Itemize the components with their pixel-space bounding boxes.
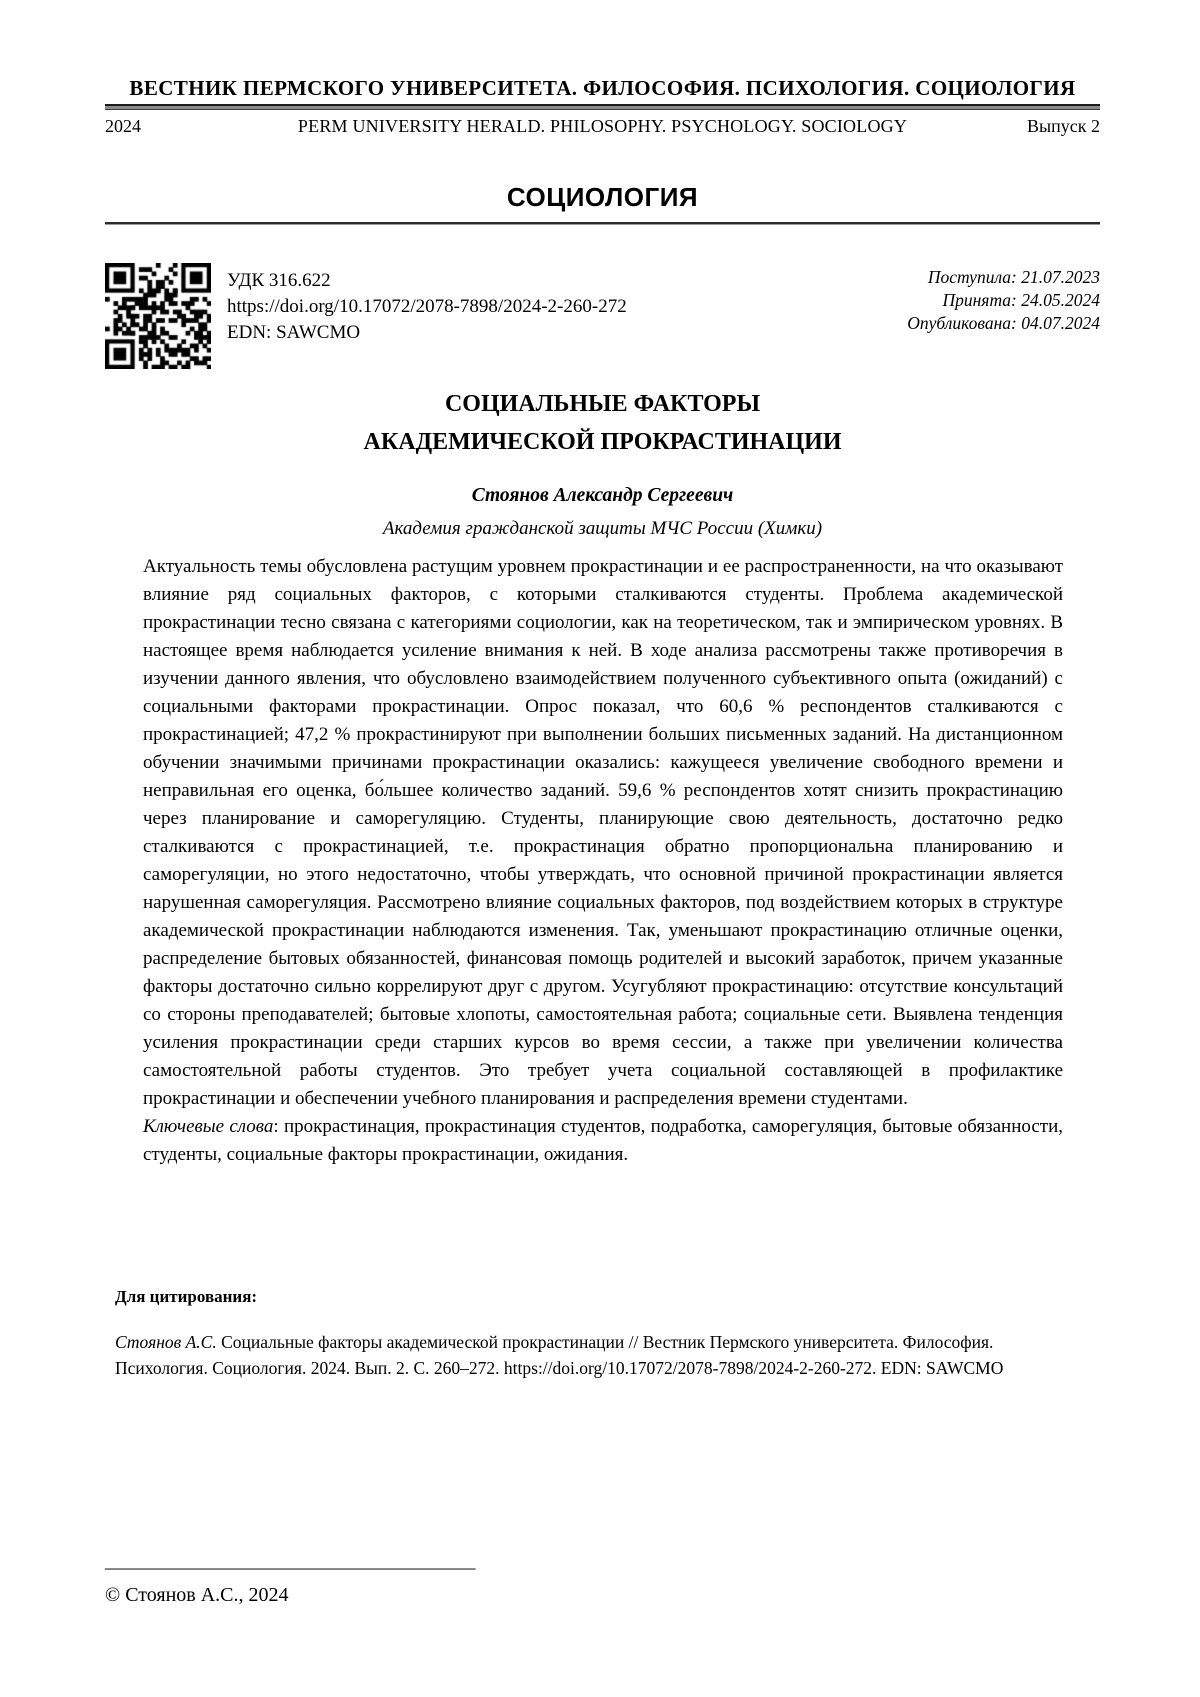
- article-abstract: Актуальность темы обусловлена растущим уровнем прокрастинации и ее распространенности, на что оказывают влияние ряд социальных факторов, с которыми сталкиваются студенты. Проблема академической прокрастинации тесно связана с категориями социологии, как на теоретическом, так и эмпирическом уровнях. В настоящее время наблюдается усиление внимания к ней. В ходе анализа рассмотрены также противоречия в изучении данного явления, что обусловлено взаимодействием полученного субъективного опыта (ожиданий) с социальными факторами прокрастинации. Опрос показал, что 60,6 % респондентов сталкиваются с прокрастинацией; 47,2 % прокрастинируют при выполнении больших письменных заданий. На дистанционном обучении значимыми причинами прокрастинации оказались: кажущееся увеличение свободного времени и неправильная его оценка, бо́льшее количество заданий. 59,6 % респондентов хотят снизить прокрастинацию через планирование и саморегуляцию. Студенты, планирующие свою деятельность, достаточно редко сталкиваются с прокрастинацией, т.е. прокрастинация обратно пропорциональна планированию и саморегуляции, но этого недостаточно, чтобы утверждать, что основной причиной прокрастинации является нарушенная саморегуляция. Рассмотрено влияние социальных факторов, под воздействием которых в структуре академической прокрастинации наблюдаются изменения. Так, уменьшают прокрастинацию отличные оценки, распределение бытовых обязанностей, финансовая помощь родителей и высокий заработок, причем указанные факторы достаточно сильно коррелируют друг с другом. Усугубляют прокрастинацию: отсутствие консультаций со стороны преподавателей; бытовые хлопоты, самостоятельная работа; социальные сети. Выявлена тенденция усиления прокрастинации среди старших курсов во время сессии, а также при увеличении количества самостоятельной работы студентов. Это требует учета социальной составляющей в профилактике прокрастинации и обеспечении учебного планирования и распределения времени студентами.: [143, 556, 1063, 1109]
- section-heading: СОЦИОЛОГИЯ: [506, 182, 699, 212]
- section-rule: [105, 222, 1100, 225]
- edn-code: EDN: SAWCMO: [227, 322, 361, 343]
- udk-block: [227, 263, 627, 346]
- article-title-line: СОЦИАЛЬНЫЕ ФАКТОРЫ: [444, 391, 761, 417]
- journal-title-ru: ВЕСТНИК ПЕРМСКОГО УНИВЕРСИТЕТА. ФИЛОСОФИЯ. ПСИХОЛОГИЯ. СОЦИОЛОГИЯ: [129, 76, 1076, 100]
- keywords-text: : прокрастинация, прокрастинация студентов, подработка, саморегуляция, бытовые обязанности, студенты, социальные факторы прокрастинации, ожидания.: [143, 1116, 1063, 1165]
- page-footer: [105, 1552, 476, 1607]
- journal-title-en: PERM UNIVERSITY HERALD. PHILOSOPHY. PSYCHOLOGY. SOCIOLOGY: [297, 116, 908, 136]
- citation-author: Стоянов А.С.: [115, 1332, 217, 1352]
- article-author: Стоянов Александр Сергеевич: [471, 485, 734, 506]
- date-published: Опубликована: 04.07.2024: [907, 313, 1100, 333]
- dates-block: [907, 263, 1100, 335]
- journal-header: [105, 0, 1100, 138]
- citation-text: [115, 1329, 1075, 1381]
- keywords-paragraph: [143, 1113, 1063, 1169]
- article-title-line: АКАДЕМИЧЕСКОЙ ПРОКРАСТИНАЦИИ: [363, 429, 842, 455]
- article-affiliation: Академия гражданской защиты МЧС России (Химки): [382, 518, 823, 539]
- date-received: Поступила: 21.07.2023: [927, 267, 1100, 287]
- copyright-notice: © Стоянов А.С., 2024: [105, 1584, 289, 1606]
- journal-issue: Выпуск 2: [1027, 116, 1100, 136]
- qr-code-icon: [105, 263, 211, 369]
- citation-label: Для цитирования:: [115, 1287, 258, 1306]
- date-accepted: Принята: 24.05.2024: [942, 290, 1100, 310]
- header-double-rule: [105, 104, 1100, 110]
- article-meta-row: [105, 263, 1100, 369]
- journal-year: 2024: [105, 116, 141, 136]
- citation-block: [115, 1287, 1075, 1381]
- abstract-block: [143, 553, 1063, 1169]
- udk-number: УДК 316.622: [227, 270, 331, 291]
- citation-body[interactable]: Социальные факторы академической прокрастинации // Вестник Пермского университета. Философия. Психология. Социология. 2024. Вып. 2. С. 260–272. https://doi.org/10.17072/2078-7898/2024-2-260-272. EDN: SAWCMO: [115, 1332, 1004, 1378]
- journal-subheader: [105, 114, 1100, 138]
- footer-rule: _______________________________________: [105, 1551, 476, 1572]
- article-title: [105, 385, 1100, 461]
- keywords-label: Ключевые слова: [143, 1116, 274, 1137]
- doi-link[interactable]: https://doi.org/10.17072/2078-7898/2024-2-260-272: [227, 296, 627, 317]
